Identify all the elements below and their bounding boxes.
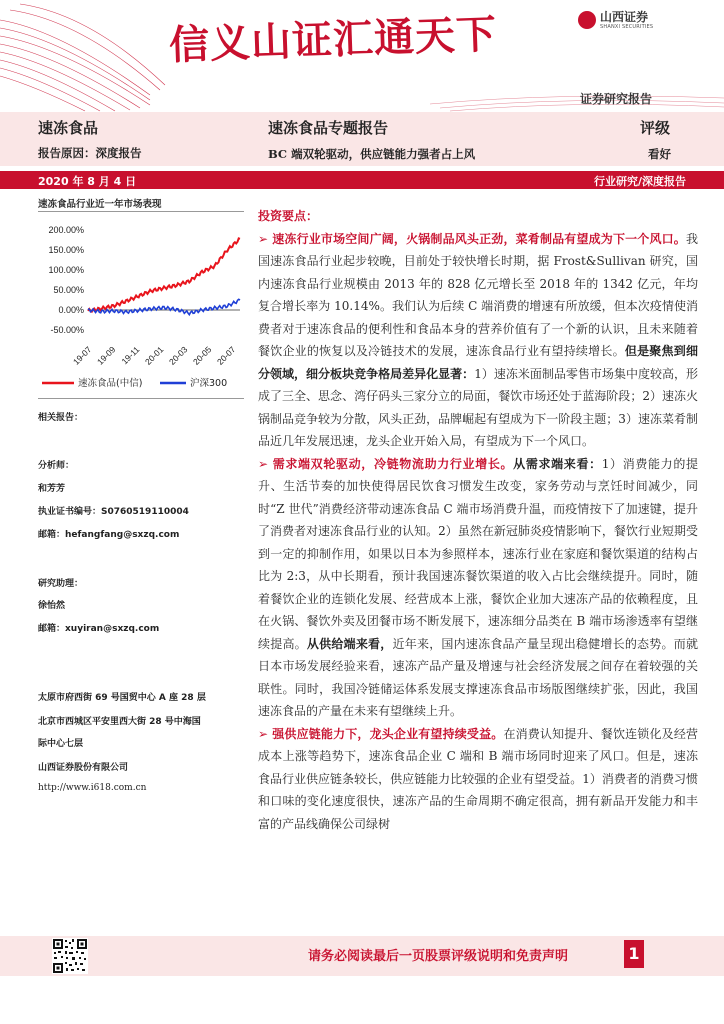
x-tick-label: 19-09 bbox=[94, 344, 118, 367]
market-chart bbox=[36, 218, 246, 398]
company-logo bbox=[578, 6, 653, 34]
report-type: 证券研究报告 bbox=[580, 92, 653, 106]
y-tick-label: 200.00% bbox=[48, 225, 84, 235]
divider bbox=[38, 398, 244, 399]
p2-text-2: 近年来，国内速冻食品产量呈现出稳健增长的态势。而就日本市场发展经验来看，速冻产品产量及增速与社会经济发展之间存在着较强的关联性。同时，我国冷链储运体系发展支撑速冻食品市场版图继续扩张，因此，我国速冻食品的产量在未来有望继续上升。 bbox=[258, 636, 698, 718]
report-title: 速冻食品专题报告 bbox=[268, 119, 389, 137]
x-tick-label: 20-07 bbox=[214, 344, 238, 367]
logo-en-text: SHANXI SECURITIES bbox=[600, 23, 654, 30]
report-reason: 报告原因：深度报告 bbox=[38, 146, 142, 160]
bullet-arrow-icon: ➢ bbox=[258, 456, 269, 471]
logo-cn-text: 山西证券 bbox=[600, 9, 649, 24]
x-tick-label: 19-11 bbox=[119, 344, 142, 367]
address-beijing-2: 际中心七层 bbox=[38, 739, 84, 749]
disclaimer-text: 请务必阅读最后一页股票评级说明和免责声明 bbox=[308, 949, 569, 964]
website-link[interactable]: http://www.i618.com.cn bbox=[38, 783, 147, 793]
p1-bold: 但是聚焦到细分领域，细分板块竞争格局差异化显著： bbox=[258, 344, 698, 381]
related-label: 相关报告： bbox=[38, 413, 84, 423]
bullet-arrow-icon: ➢ bbox=[258, 726, 269, 741]
assistant-label: 研究助理： bbox=[38, 579, 84, 589]
p2-bold: 从需求端来看： bbox=[513, 456, 602, 471]
legend-label-frozen-food: 速冻食品(中信) bbox=[78, 378, 143, 389]
report-subtitle: BC 端双轮驱动，供应链能力强者占上风 bbox=[268, 147, 476, 161]
rating-label: 评级 bbox=[640, 119, 671, 137]
p3-highlight: 强供应链能力下，龙头企业有望持续受益。 bbox=[272, 726, 504, 741]
p2-text: 1）消费能力的提升、生活节奏的加快使得居民饮食习惯发生改变，家务劳动与烹饪时间减少，同时“Z 世代”消费经济带动速冻食品 C 端市场消费升温，而疫情按下了加速键，提升了消费者对速冻食品行业的认知。2）虽然在新冠肺炎疫情影响下，餐饮行业短期受到一定的抑制作用，如果以日本为参照样本，速冻行业在家庭和餐饮渠道的结构占比为 2:3，从中长期看，预计我国速冻餐饮渠道的收入占比会继续提升。同时，随着餐饮企业的连锁化发展、经营成本上涨，餐饮企业加大速冻产品的依赖程度，且在火锅、餐饮外卖及团餐市场不断发展下，速冻细分品类在 B 端市场渗透率有望继续提高。 bbox=[258, 456, 698, 651]
series-line-frozen-food bbox=[88, 238, 240, 311]
report-date: 2020 年 8 月 4 日 bbox=[38, 175, 137, 188]
rating-value: 看好 bbox=[648, 147, 671, 161]
y-tick-label: -50.00% bbox=[50, 325, 84, 335]
section-heading: 投资要点： bbox=[258, 209, 319, 223]
x-tick-label: 20-01 bbox=[142, 344, 166, 367]
p3-text: 在消费认知提升、餐饮连锁化及经营成本上涨等趋势下，速冻食品企业 C 端和 B 端市场同时迎来了风口。但是，速冻食品行业供应链条较长，供应链能力比较强的企业有望受益。1）消费者的消费习惯和口味的变化速度很快，速冻产品的生命周期不确定很高，拥有新品开发能力和丰富的产品线确保公司绿树 bbox=[258, 726, 698, 831]
logo-icon bbox=[578, 11, 596, 29]
analyst-name: 和芳芳 bbox=[38, 484, 66, 494]
analyst-license: 执业证书编号：S0760519110004 bbox=[38, 507, 189, 517]
p1-highlight: 速冻行业市场空间广阔，火锅制品风头正劲，菜肴制品有望成为下一个风口。 bbox=[272, 231, 686, 246]
paragraph-1 bbox=[258, 228, 698, 453]
y-tick-label: 50.00% bbox=[53, 285, 84, 295]
p2-bold-2: 从供给端来看， bbox=[306, 636, 393, 651]
page-number: 1 bbox=[624, 940, 644, 968]
company-name: 山西证券股份有限公司 bbox=[38, 763, 129, 773]
slogan: 信义山证汇通天下 bbox=[168, 11, 498, 69]
date-bar bbox=[0, 171, 724, 189]
p1-text-2: 1）速冻米面制品零售市场集中度较高，形成了三全、思念、湾仔码头三家分立的局面，餐饮市场还处于蓝海阶段；2）速冻火锅制品竞争较为分散，风头正劲，品牌崛起有望成为下一阶段主题；3）速冻菜肴制品近几年发展迅速，龙头企业开始入局，有望成为下一个风口。 bbox=[258, 366, 698, 448]
assistant-name: 徐怡然 bbox=[38, 601, 66, 611]
y-tick-label: 100.00% bbox=[48, 265, 84, 275]
divider bbox=[38, 211, 244, 212]
x-tick-label: 19-07 bbox=[70, 344, 94, 367]
analyst-label: 分析师： bbox=[38, 461, 75, 471]
y-tick-label: 0.00% bbox=[58, 305, 84, 315]
y-tick-label: 150.00% bbox=[48, 245, 84, 255]
analyst-email[interactable]: 邮箱：hefangfang@sxzq.com bbox=[38, 530, 180, 540]
legend-label-csi300: 沪深300 bbox=[190, 378, 228, 389]
industry-name: 速冻食品 bbox=[38, 119, 99, 137]
qr-code-icon[interactable] bbox=[52, 938, 88, 974]
x-tick-label: 20-05 bbox=[190, 344, 214, 367]
paragraph-2 bbox=[258, 453, 698, 723]
x-tick-label: 20-03 bbox=[166, 344, 190, 367]
assistant-email[interactable]: 邮箱：xuyiran@sxzq.com bbox=[38, 624, 160, 634]
body-content bbox=[258, 205, 698, 835]
p2-highlight: 需求端双轮驱动，冷链物流助力行业增长。 bbox=[272, 456, 514, 471]
paragraph-3 bbox=[258, 723, 698, 836]
p1-text: 我国速冻食品行业起步较晚，目前处于较快增长时期，据 Frost&Sullivan 研究，国内速冻食品行业规模由 2013 年的 828 亿元增长至 2018 年的 1342 亿元，年均复合增长率为 10.14%。我们认为后续 C 端消费的增速有所放缓，但本次疫情使消费者对于速冻食品的便利性和食品本身的营养价值有了一个新的认识，且未来随着餐饮企业的恢复以及冷链技术的发展，速冻食品行业有望持续增长。 bbox=[258, 231, 698, 358]
address-taiyuan: 太原市府西街 69 号国贸中心 A 座 28 层 bbox=[38, 693, 206, 703]
report-category: 行业研究/深度报告 bbox=[593, 175, 686, 188]
address-beijing-1: 北京市西城区平安里西大街 28 号中海国 bbox=[38, 717, 201, 727]
bullet-arrow-icon: ➢ bbox=[258, 231, 269, 246]
chart-title: 速冻食品行业近一年市场表现 bbox=[38, 199, 162, 210]
